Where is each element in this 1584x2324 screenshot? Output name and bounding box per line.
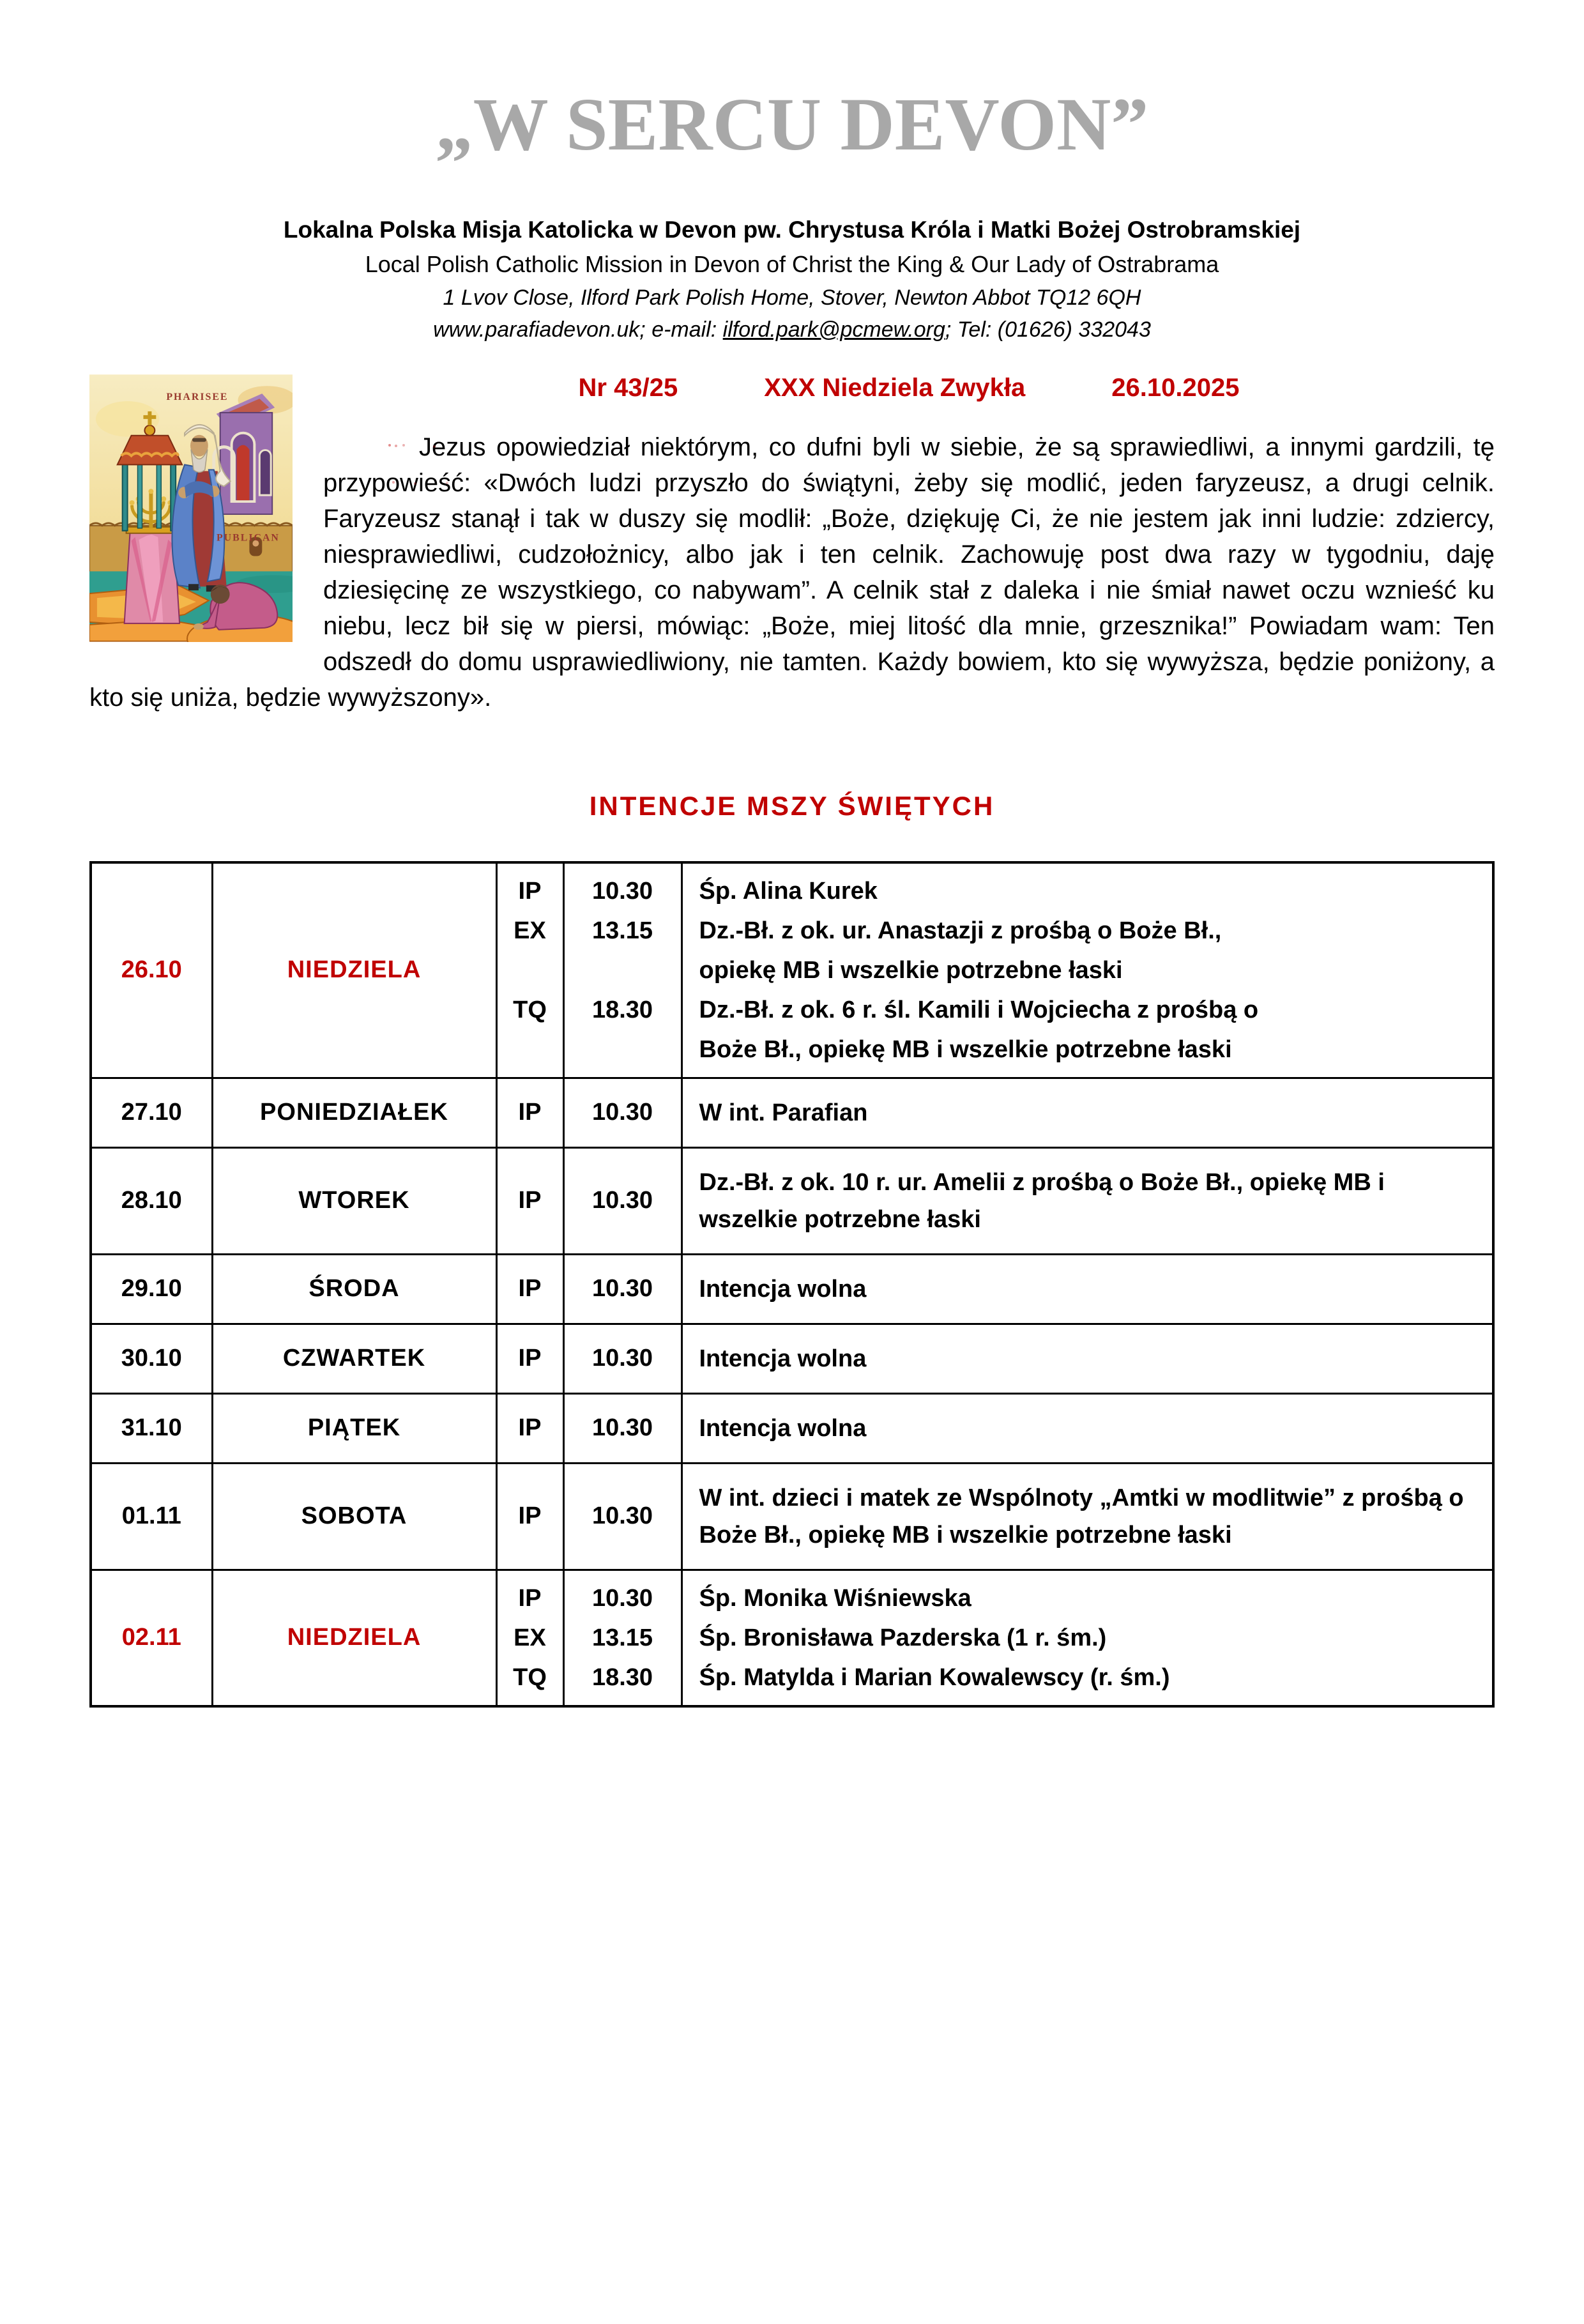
mass-code-cell: IP bbox=[496, 1254, 563, 1324]
table-row bbox=[91, 1078, 1493, 1147]
date-cell: 29.10 bbox=[91, 1254, 212, 1324]
bulletin-page bbox=[0, 83, 1584, 1708]
day-cell: ŚRODA bbox=[212, 1254, 496, 1324]
mass-code-cell: IP bbox=[496, 1078, 563, 1147]
contact-prefix: www.parafiadevon.uk; e-mail: bbox=[433, 317, 723, 342]
date-cell: 01.11 bbox=[91, 1463, 212, 1570]
mission-header bbox=[89, 212, 1495, 346]
day-cell: CZWARTEK bbox=[212, 1324, 496, 1393]
mass-time-cell: 10.30 bbox=[563, 1147, 682, 1254]
day-cell: SOBOTA bbox=[212, 1463, 496, 1570]
email-link[interactable]: ilford.park@pcmew.org bbox=[722, 317, 945, 342]
day-cell: NIEDZIELA bbox=[212, 862, 496, 1078]
day-cell: PIĄTEK bbox=[212, 1393, 496, 1463]
pharisee-label: PHARISEE bbox=[166, 391, 229, 402]
gospel-section bbox=[89, 374, 1495, 715]
mass-code-cell: IP EX TQ bbox=[496, 862, 563, 1078]
mass-time-cell: 10.30 bbox=[563, 1078, 682, 1147]
pharisee-publican-icon-image bbox=[89, 374, 293, 642]
mass-time-cell: 10.30 13.15 18.30 bbox=[563, 862, 682, 1078]
page-title: „W SERCU DEVON” bbox=[435, 82, 1149, 166]
date-cell: 28.10 bbox=[91, 1147, 212, 1254]
mass-time-cell: 10.30 bbox=[563, 1393, 682, 1463]
date-cell: 30.10 bbox=[91, 1324, 212, 1393]
mass-code-cell: IP bbox=[496, 1147, 563, 1254]
date-cell: 27.10 bbox=[91, 1078, 212, 1147]
mission-contact bbox=[89, 314, 1495, 346]
table-row bbox=[91, 1463, 1493, 1570]
issue-date: 26.10.2025 bbox=[1111, 373, 1240, 402]
intention-cell: Intencja wolna bbox=[682, 1254, 1493, 1324]
contact-suffix: ; Tel: (01626) 332043 bbox=[945, 317, 1151, 342]
intention-cell: Dz.-Bł. z ok. 10 r. ur. Amelii z prośbą o Boże Bł., opiekę MB i wszelkie potrzebne łaski bbox=[682, 1147, 1493, 1254]
scan-artifact-dots bbox=[388, 444, 391, 447]
table-row bbox=[91, 1570, 1493, 1706]
intention-cell: Śp. Monika Wiśniewska Śp. Bronisława Pazderska (1 r. śm.) Śp. Matylda i Marian Kowalewscy (r. śm.) bbox=[682, 1570, 1493, 1706]
mass-time-cell: 10.30 bbox=[563, 1463, 682, 1570]
mass-code-cell: IP bbox=[496, 1393, 563, 1463]
mass-time-cell: 10.30 bbox=[563, 1324, 682, 1393]
date-cell: 31.10 bbox=[91, 1393, 212, 1463]
table-row bbox=[91, 1147, 1493, 1254]
date-cell: 02.11 bbox=[91, 1570, 212, 1706]
gospel-text: Jezus opowiedział niektórym, co dufni byli w siebie, że są sprawiedliwi, a innymi gardzili, tę przypowieść: «Dwóch ludzi przyszło do świątyni, żeby się modlić, jeden faryzeusz, a drugi celnik. Faryzeusz stanął i tak w duszy się modlił: „Boże, dziękuję Ci, że nie jestem jak inni ludzie: zdziercy, niesprawiedliwi, cudzołożnicy, albo jak i ten celnik. Zachowuję post dwa razy w tygodniu, daję dziesięcinę ze wszystkiego, co nabywam”. A celnik stał z daleka i nie śmiał nawet oczu wznieść ku niebu, lecz bił się w piersi, mówiąc: „Boże, miej litość dla mnie, grzesznika!” Powiadam wam: Ten odszedł do domu usprawiedliwiony, nie tamten. Każdy bowiem, kto się wywyższa, będzie poniżony, a kto się uniża, będzie wywyższony». bbox=[89, 432, 1495, 712]
mission-name-en: Local Polish Catholic Mission in Devon of Christ the King & Our Lady of Ostrabrama bbox=[365, 250, 1219, 277]
day-cell: PONIEDZIAŁEK bbox=[212, 1078, 496, 1147]
intention-cell: Śp. Alina Kurek Dz.-Bł. z ok. ur. Anastazji z prośbą o Boże Bł., opiekę MB i wszelkie potrzebne łaski Dz.-Bł. z ok. 6 r. śl. Kamili i Wojciecha z prośbą o Boże Bł., opiekę MB i wszelkie potrzebne łaski bbox=[682, 862, 1493, 1078]
mass-intentions-table bbox=[89, 861, 1495, 1708]
mass-code-cell: IP EX TQ bbox=[496, 1570, 563, 1706]
publican-label: PUBLICAN bbox=[216, 532, 280, 544]
table-row bbox=[91, 1324, 1493, 1393]
mass-code-cell: IP bbox=[496, 1324, 563, 1393]
mission-name-pl: Lokalna Polska Misja Katolicka w Devon pw. Chrystusa Króla i Matki Bożej Ostrobramskiej bbox=[283, 216, 1301, 243]
table-row bbox=[91, 1254, 1493, 1324]
mass-code-cell: IP bbox=[496, 1463, 563, 1570]
date-cell: 26.10 bbox=[91, 862, 212, 1078]
day-cell: WTOREK bbox=[212, 1147, 496, 1254]
sunday-name: XXX Niedziela Zwykła bbox=[764, 373, 1026, 402]
day-cell: NIEDZIELA bbox=[212, 1570, 496, 1706]
table-row bbox=[91, 1393, 1493, 1463]
intentions-heading: INTENCJE MSZY ŚWIĘTYCH bbox=[589, 790, 995, 821]
mass-time-cell: 10.30 13.15 18.30 bbox=[563, 1570, 682, 1706]
mass-time-cell: 10.30 bbox=[563, 1254, 682, 1324]
issue-number: Nr 43/25 bbox=[578, 373, 678, 402]
intention-cell: W int. Parafian bbox=[682, 1078, 1493, 1147]
table-row bbox=[91, 862, 1493, 1078]
issue-line bbox=[323, 374, 1495, 402]
intention-cell: Intencja wolna bbox=[682, 1393, 1493, 1463]
intention-cell: W int. dzieci i matek ze Wspólnoty „Amtki w modlitwie” z prośbą o Boże Bł., opiekę MB i wszelkie potrzebne łaski bbox=[682, 1463, 1493, 1570]
intention-cell: Intencja wolna bbox=[682, 1324, 1493, 1393]
mission-address: 1 Lvov Close, Ilford Park Polish Home, Stover, Newton Abbot TQ12 6QH bbox=[443, 285, 1141, 310]
